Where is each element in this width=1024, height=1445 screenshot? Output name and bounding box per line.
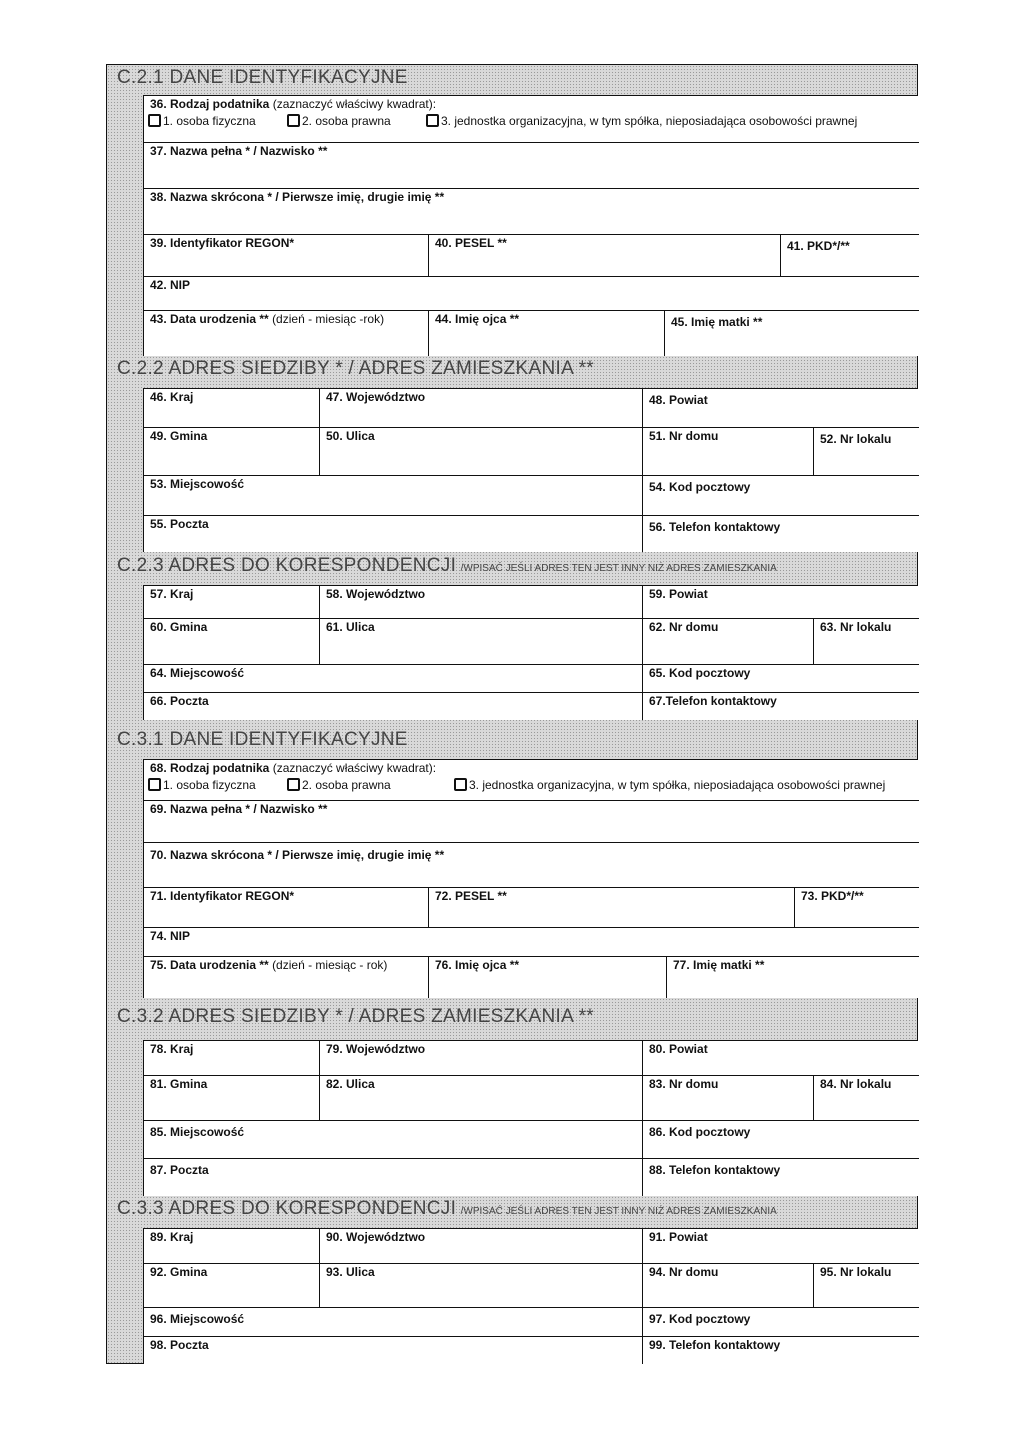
field-54-postal-code[interactable]	[642, 475, 919, 515]
section-c23-body	[143, 585, 917, 720]
field-59-county[interactable]	[642, 586, 919, 618]
field-98-post-office[interactable]	[143, 1336, 642, 1364]
field-label: 72. PESEL **	[435, 889, 507, 903]
field-90-voivodeship[interactable]	[319, 1229, 642, 1263]
field-49-municipality[interactable]	[143, 427, 319, 475]
field-44-father-name[interactable]	[428, 310, 664, 356]
field-label: 84. Nr lokalu	[820, 1077, 892, 1091]
field-label: 87. Poczta	[150, 1163, 209, 1177]
field-45-mother-name[interactable]	[664, 310, 919, 356]
field-label: 70. Nazwa skrócona * / Pierwsze imię, drugie imię **	[150, 848, 445, 862]
field-label: 83. Nr domu	[649, 1077, 719, 1091]
checkbox-icon[interactable]	[148, 778, 161, 791]
field-label: 69. Nazwa pełna * / Nazwisko **	[150, 802, 328, 816]
field-label: 48. Powiat	[649, 393, 708, 407]
field-94-house-number[interactable]	[642, 1263, 813, 1307]
field-96-locality[interactable]	[143, 1307, 642, 1336]
section-title: C.3.3 ADRES DO KORESPONDENCJI	[117, 1198, 457, 1219]
section-c22-body	[143, 388, 917, 552]
field-42-nip[interactable]	[143, 276, 919, 310]
field-70-short-name[interactable]	[143, 842, 919, 887]
field-label: 93. Ulica	[326, 1265, 375, 1279]
field-label: 58. Województwo	[326, 587, 426, 601]
field-label: 60. Gmina	[150, 620, 208, 634]
section-note: /WPISAĆ JEŚLI ADRES TEN JEST INNY NIŻ ADRES ZAMIESZKANIA	[460, 563, 777, 574]
field-71-regon[interactable]	[143, 887, 428, 927]
field-label: 40. PESEL **	[435, 236, 507, 250]
field-label: 50. Ulica	[326, 429, 375, 443]
field-75-birth-date[interactable]	[143, 956, 428, 998]
field-65-postal-code[interactable]	[642, 664, 919, 692]
field-37-full-name[interactable]	[143, 142, 919, 188]
option-natural-person[interactable]: 1. osoba fizyczna	[148, 114, 256, 127]
field-56-phone[interactable]	[642, 515, 919, 552]
field-label: 53. Miejscowość	[150, 477, 245, 491]
field-label: 63. Nr lokalu	[820, 620, 892, 634]
field-77-mother-name[interactable]	[666, 956, 919, 998]
field-label: 80. Powiat	[649, 1042, 708, 1056]
field-39-regon[interactable]	[143, 234, 428, 276]
field-86-postal-code[interactable]	[642, 1120, 919, 1158]
field-label: 47. Województwo	[326, 390, 426, 404]
section-c23-header	[107, 555, 917, 585]
checkbox-icon[interactable]	[454, 778, 467, 791]
field-label: 42. NIP	[150, 278, 191, 292]
field-label: 59. Powiat	[649, 587, 708, 601]
field-78-country[interactable]	[143, 1041, 319, 1075]
field-label: 57. Kraj	[150, 587, 194, 601]
section-title: C.2.2 ADRES SIEDZIBY * / ADRES ZAMIESZKANIA **	[117, 358, 594, 379]
section-c31-header	[107, 729, 917, 759]
field-label: 51. Nr domu	[649, 429, 719, 443]
field-50-street[interactable]	[319, 427, 642, 475]
field-label: 39. Identyfikator REGON*	[150, 236, 295, 250]
field-label: 45. Imię matki **	[671, 315, 763, 329]
field-99-phone[interactable]	[642, 1336, 919, 1364]
field-label: 61. Ulica	[326, 620, 375, 634]
section-title: C.3.1 DANE IDENTYFIKACYJNE	[117, 729, 408, 750]
field-40-pesel[interactable]	[428, 234, 780, 276]
field-58-voivodeship[interactable]	[319, 586, 642, 618]
field-label: 55. Poczta	[150, 517, 209, 531]
field-72-pesel[interactable]	[428, 887, 794, 927]
field-89-country[interactable]	[143, 1229, 319, 1263]
field-57-country[interactable]	[143, 586, 319, 618]
field-label: 89. Kraj	[150, 1230, 194, 1244]
field-label: 62. Nr domu	[649, 620, 719, 634]
field-82-street[interactable]	[319, 1075, 642, 1120]
field-label: 98. Poczta	[150, 1338, 209, 1352]
field-61-street[interactable]	[319, 618, 642, 664]
field-label: 67.Telefon kontaktowy	[649, 694, 777, 708]
field-84-apartment-number[interactable]	[813, 1075, 919, 1120]
field-41-pkd[interactable]	[780, 234, 919, 276]
field-label: 90. Województwo	[326, 1230, 426, 1244]
section-c32-header	[107, 1006, 917, 1040]
field-label: 66. Poczta	[150, 694, 209, 708]
section-c21-header	[107, 67, 917, 95]
field-label: 81. Gmina	[150, 1077, 208, 1091]
field-48-county[interactable]	[642, 389, 919, 427]
field-81-municipality[interactable]	[143, 1075, 319, 1120]
field-label: 96. Miejscowość	[150, 1312, 245, 1326]
option-legal-person[interactable]: 2. osoba prawna	[287, 778, 391, 791]
field-69-full-name[interactable]	[143, 800, 919, 842]
section-c22-header	[107, 356, 917, 388]
field-label: 46. Kraj	[150, 390, 194, 404]
field-label: 82. Ulica	[326, 1077, 375, 1091]
field-79-voivodeship[interactable]	[319, 1041, 642, 1075]
checkbox-icon[interactable]	[287, 778, 300, 791]
field-label: 44. Imię ojca **	[435, 312, 520, 326]
field-68-taxpayer-type	[143, 760, 919, 800]
tax-form	[106, 64, 918, 1364]
field-label: 75. Data urodzenia ** (dzień - miesiąc - rok)	[150, 958, 388, 972]
field-label: 77. Imię matki **	[673, 958, 765, 972]
field-label: 92. Gmina	[150, 1265, 208, 1279]
field-label: 74. NIP	[150, 929, 191, 943]
section-note: /WPISAĆ JEŚLI ADRES TEN JEST INNY NIŻ ADRES ZAMIESZKANIA	[460, 1206, 777, 1217]
field-label: 64. Miejscowość	[150, 666, 245, 680]
field-38-short-name[interactable]	[143, 188, 919, 234]
field-46-country[interactable]	[143, 389, 319, 427]
field-93-street[interactable]	[319, 1263, 642, 1307]
section-c31-body	[143, 759, 917, 998]
field-97-postal-code[interactable]	[642, 1307, 919, 1336]
section-c33-header	[107, 1198, 917, 1228]
field-52-apartment-number[interactable]	[813, 427, 919, 475]
field-67-phone[interactable]	[642, 692, 919, 720]
field-43-birth-date[interactable]	[143, 310, 428, 356]
option-legal-person[interactable]: 2. osoba prawna	[287, 114, 391, 127]
section-c21-body	[143, 95, 917, 356]
field-36-taxpayer-type	[143, 96, 919, 144]
field-label: 41. PKD*/**	[787, 239, 850, 253]
field-47-voivodeship[interactable]	[319, 389, 642, 427]
field-label: 88. Telefon kontaktowy	[649, 1163, 781, 1177]
field-60-municipality[interactable]	[143, 618, 319, 664]
field-label: 79. Województwo	[326, 1042, 426, 1056]
field-87-post-office[interactable]	[143, 1158, 642, 1196]
field-92-municipality[interactable]	[143, 1263, 319, 1307]
field-62-house-number[interactable]	[642, 618, 813, 664]
field-label: 91. Powiat	[649, 1230, 708, 1244]
field-label: 54. Kod pocztowy	[649, 480, 751, 494]
checkbox-icon[interactable]	[287, 114, 300, 127]
field-53-locality[interactable]	[143, 475, 642, 515]
field-label: 97. Kod pocztowy	[649, 1312, 751, 1326]
field-label: 68. Rodzaj podatnika (zaznaczyć właściwy kwadrat):	[150, 761, 437, 775]
field-label: 43. Data urodzenia ** (dzień - miesiąc -rok)	[150, 312, 385, 326]
field-label: 52. Nr lokalu	[820, 432, 892, 446]
field-label: 73. PKD*/**	[801, 889, 864, 903]
section-title: C.2.3 ADRES DO KORESPONDENCJI	[117, 555, 457, 576]
field-55-post-office[interactable]	[143, 515, 642, 552]
field-label: 85. Miejscowość	[150, 1125, 245, 1139]
field-85-locality[interactable]	[143, 1120, 642, 1158]
section-title: C.2.1 DANE IDENTYFIKACYJNE	[117, 67, 408, 88]
field-label: 56. Telefon kontaktowy	[649, 520, 781, 534]
field-label: 78. Kraj	[150, 1042, 194, 1056]
field-label: 37. Nazwa pełna * / Nazwisko **	[150, 144, 328, 158]
field-label: 94. Nr domu	[649, 1265, 719, 1279]
section-c32-body	[143, 1040, 917, 1196]
field-73-pkd[interactable]	[794, 887, 919, 927]
checkbox-icon[interactable]	[148, 114, 161, 127]
option-natural-person[interactable]: 1. osoba fizyczna	[148, 778, 256, 791]
field-91-county[interactable]	[642, 1229, 919, 1263]
checkbox-icon[interactable]	[426, 114, 439, 127]
field-88-phone[interactable]	[642, 1158, 919, 1196]
field-80-county[interactable]	[642, 1041, 919, 1075]
field-95-apartment-number[interactable]	[813, 1263, 919, 1307]
field-66-post-office[interactable]	[143, 692, 642, 720]
field-label: 86. Kod pocztowy	[649, 1125, 751, 1139]
field-63-apartment-number[interactable]	[813, 618, 919, 664]
field-74-nip[interactable]	[143, 927, 919, 956]
field-76-father-name[interactable]	[428, 956, 666, 998]
field-label: 76. Imię ojca **	[435, 958, 520, 972]
field-83-house-number[interactable]	[642, 1075, 813, 1120]
field-51-house-number[interactable]	[642, 427, 813, 475]
field-label: 49. Gmina	[150, 429, 208, 443]
field-label: 95. Nr lokalu	[820, 1265, 892, 1279]
field-label: 71. Identyfikator REGON*	[150, 889, 295, 903]
field-64-locality[interactable]	[143, 664, 642, 692]
field-label: 65. Kod pocztowy	[649, 666, 751, 680]
section-c33-body	[143, 1228, 917, 1364]
field-label: 38. Nazwa skrócona * / Pierwsze imię, drugie imię **	[150, 190, 445, 204]
option-organizational-unit[interactable]: 3. jednostka organizacyjna, w tym spółka, nieposiadająca osobowości prawnej	[454, 778, 885, 791]
field-label: 99. Telefon kontaktowy	[649, 1338, 781, 1352]
field-label: 36. Rodzaj podatnika (zaznaczyć właściwy kwadrat):	[150, 97, 437, 111]
section-title: C.3.2 ADRES SIEDZIBY * / ADRES ZAMIESZKANIA **	[117, 1006, 594, 1027]
option-organizational-unit[interactable]: 3. jednostka organizacyjna, w tym spółka, nieposiadająca osobowości prawnej	[426, 114, 857, 127]
